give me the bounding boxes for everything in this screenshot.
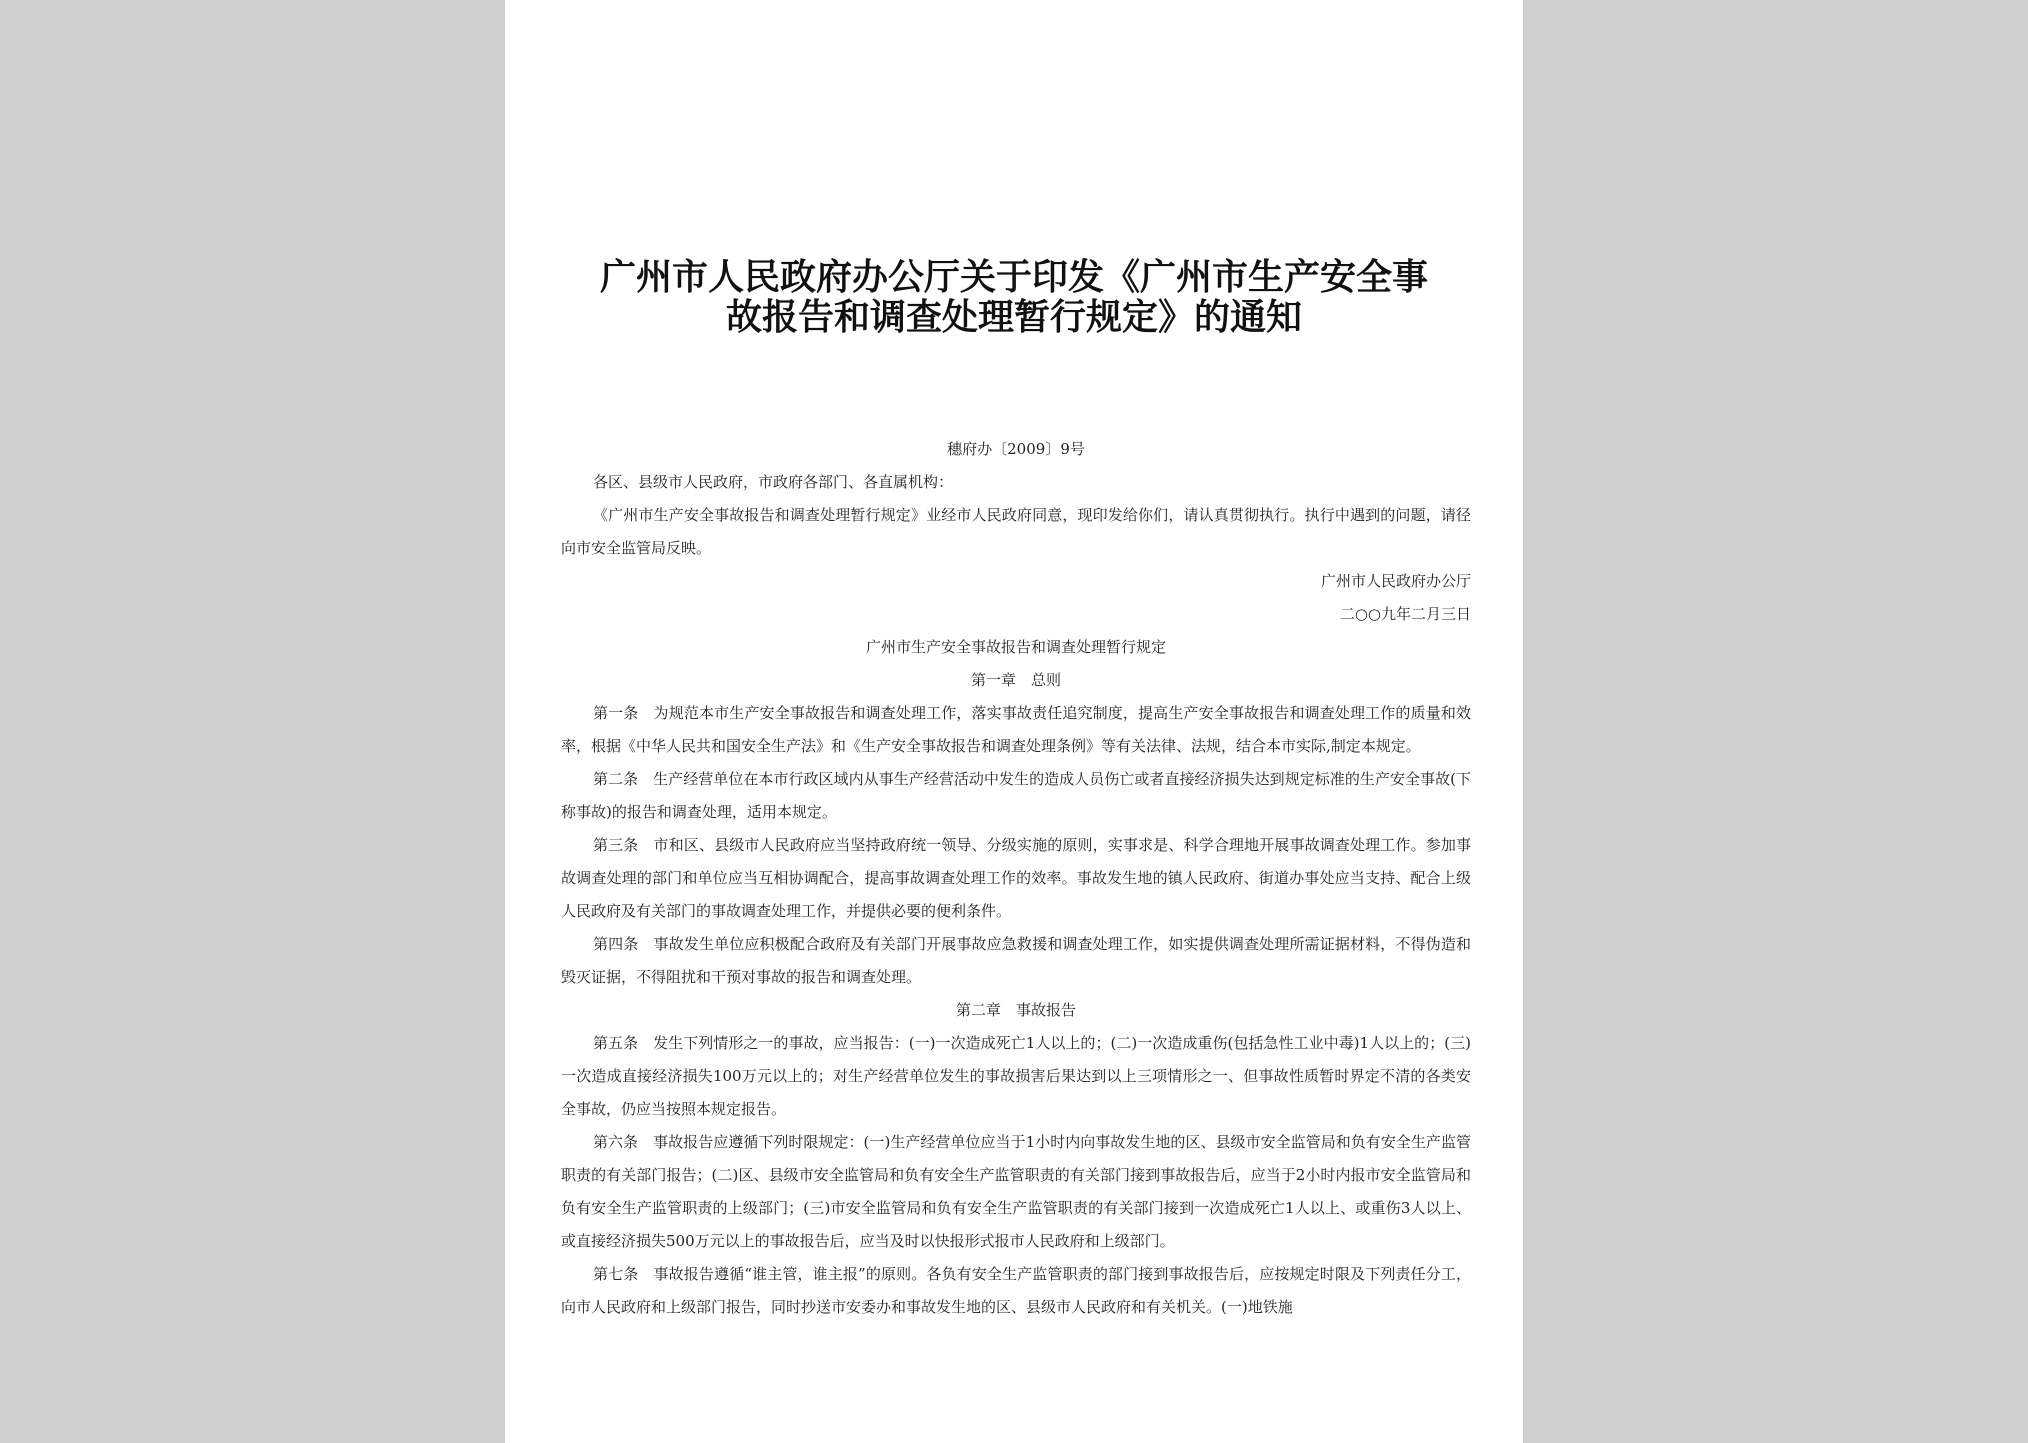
- article-6: 第六条 事故报告应遵循下列时限规定：(一)生产经营单位应当于1小时内向事故发生地的区、县级市安全监管局和负有安全生产监管职责的有关部门报告；(二)区、县级市安全监管局和负有安全生产监管职责的有关部门接到事故报告后，应当于2小时内报市安全监管局和负有安全生产监管职责的上级部门；(三)市安全监管局和负有安全生产监管职责的有关部门接到一次造成死亡1人以上、或重伤3人以上、或直接经济损失500万元以上的事故报告后，应当及时以快报形式报市人民政府和上级部门。: [561, 1133, 1471, 1250]
- chapter-heading-2: 第二章 事故报告: [955, 1001, 1076, 1019]
- document-title: [505, 258, 1523, 338]
- document-body: [561, 433, 1471, 1324]
- article-1: 第一条 为规范本市生产安全事故报告和调查处理工作，落实事故责任追究制度，提高生产安全事故报告和调查处理工作的质量和效率，根据《中华人民共和国安全生产法》和《生产安全事故报告和调查处理条例》等有关法律、法规，结合本市实际,制定本规定。: [561, 704, 1471, 755]
- article-5: 第五条 发生下列情形之一的事故，应当报告：(一)一次造成死亡1人以上的；(二)一次造成重伤(包括急性工业中毒)1人以上的；(三)一次造成直接经济损失100万元以上的；对生产经营单位发生的事故损害后果达到以上三项情形之一、但事故性质暂时界定不清的各类安全事故，仍应当按照本规定报告。: [561, 1034, 1471, 1118]
- document-page: [505, 0, 1523, 1443]
- regulation-title: 广州市生产安全事故报告和调查处理暂行规定: [865, 638, 1166, 656]
- title-line-1: 广州市人民政府办公厅关于印发《广州市生产安全事: [599, 257, 1428, 298]
- addressee: 各区、县级市人民政府，市政府各部门、各直属机构：: [593, 473, 954, 491]
- article-2: 第二条 生产经营单位在本市行政区域内从事生产经营活动中发生的造成人员伤亡或者直接经济损失达到规定标准的生产安全事故(下称事故)的报告和调查处理，适用本规定。: [561, 770, 1471, 821]
- chapter-heading-1: 第一章 总则: [970, 671, 1061, 689]
- doc-number: 穗府办〔2009〕9号: [947, 440, 1085, 458]
- issuer: 广州市人民政府办公厅: [1320, 572, 1471, 590]
- article-3: 第三条 市和区、县级市人民政府应当坚持政府统一领导、分级实施的原则，实事求是、科学合理地开展事故调查处理工作。参加事故调查处理的部门和单位应当互相协调配合，提高事故调查处理工作的效率。事故发生地的镇人民政府、街道办事处应当支持、配合上级人民政府及有关部门的事故调查处理工作，并提供必要的便利条件。: [561, 836, 1471, 920]
- title-line-2: 故报告和调查处理暂行规定》的通知: [725, 297, 1302, 338]
- article-4: 第四条 事故发生单位应积极配合政府及有关部门开展事故应急救援和调查处理工作，如实提供调查处理所需证据材料，不得伪造和毁灭证据，不得阻扰和干预对事故的报告和调查处理。: [561, 935, 1471, 986]
- article-7: 第七条 事故报告遵循“谁主管，谁主报”的原则。各负有安全生产监管职责的部门接到事故报告后，应按规定时限及下列责任分工，向市人民政府和上级部门报告，同时抄送市安委办和事故发生地的区、县级市人民政府和有关机关。(一)地铁施: [561, 1265, 1471, 1316]
- issue-date: 二○○九年二月三日: [1339, 605, 1471, 623]
- intro-paragraph: 《广州市生产安全事故报告和调查处理暂行规定》业经市人民政府同意，现印发给你们，请认真贯彻执行。执行中遇到的问题，请径向市安全监管局反映。: [561, 506, 1471, 557]
